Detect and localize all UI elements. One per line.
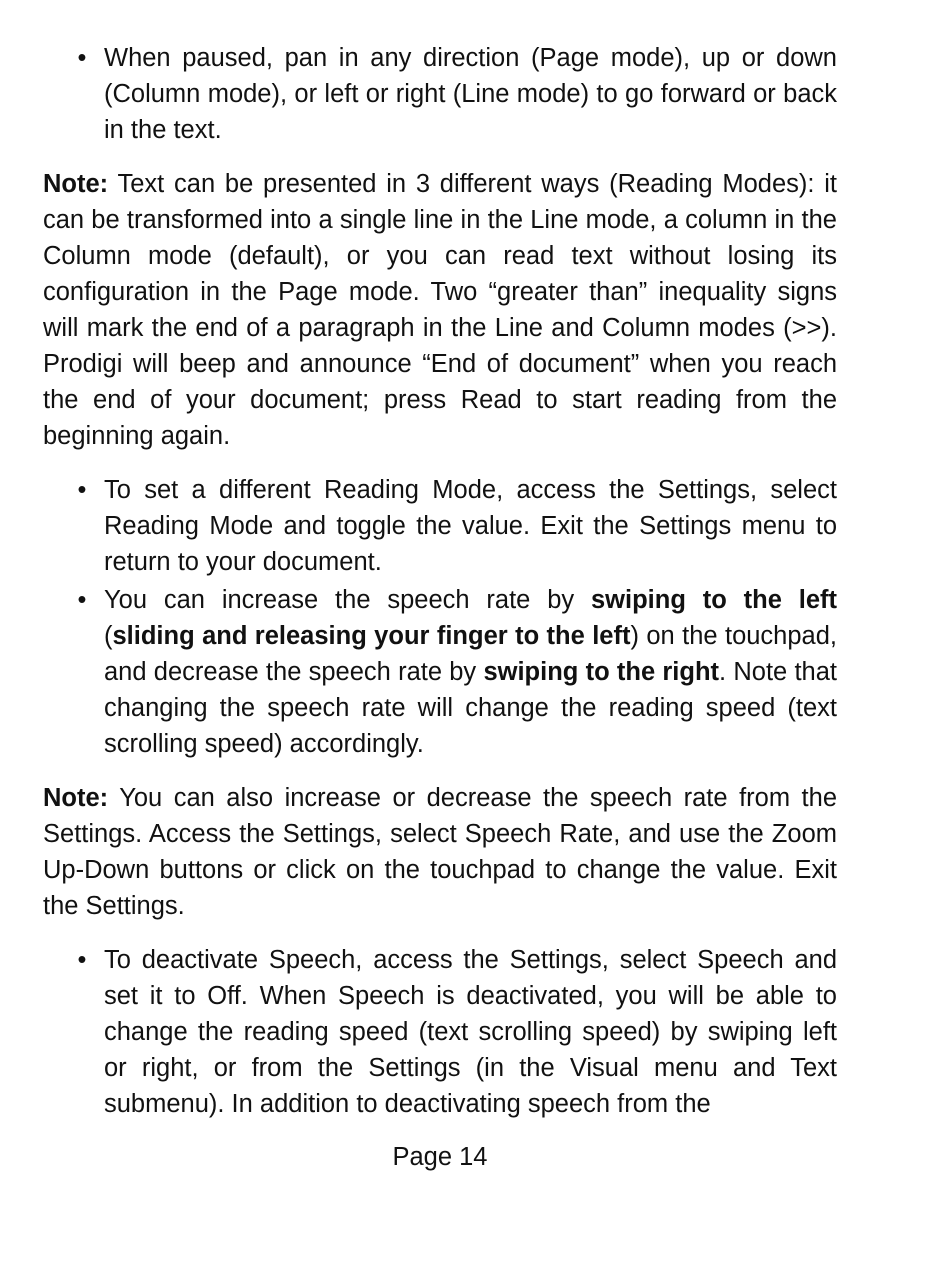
bullet-icon: • [77, 476, 87, 504]
bullet-list [43, 40, 837, 148]
list-item [43, 40, 837, 148]
text-run: Text can be presented in 3 different ways (Reading Modes): it can be transformed into a single line in the Line mode, a column in the Column mode (default), or you can read text without losing its configuration in the Page mode. Two “greater than” inequality signs will mark the end of a paragraph in the Line and Column modes (>>). Prodigi will beep and announce “End of document” when you reach the end of your document; press Read to start reading from the beginning again. [43, 170, 837, 450]
bullet-list [43, 942, 837, 1122]
page-number: Page 14 [392, 1143, 488, 1171]
bullet-icon: • [77, 44, 87, 72]
bold-text: swiping to the right [483, 658, 720, 686]
paragraph [43, 166, 837, 454]
text-run: ( [104, 622, 113, 650]
bullet-icon: • [77, 946, 87, 974]
list-item [43, 472, 837, 580]
bold-text: Note: [43, 784, 109, 812]
bold-text: swiping to the left [590, 586, 837, 614]
text-run: When paused, pan in any direction (Page mode), up or down (Column mode), or left or right (Line mode) to go forward or back in the text. [104, 44, 837, 144]
document-body [43, 40, 837, 1140]
text-run: To set a different Reading Mode, access the Settings, select Reading Mode and toggle the value. Exit the Settings menu to return to your document. [104, 476, 837, 576]
paragraph [43, 780, 837, 924]
text-run: You can increase the speech rate by [104, 586, 591, 614]
bold-text: Note: [43, 170, 109, 198]
bullet-list [43, 472, 837, 762]
bold-text: sliding and releasing your finger to the left [112, 622, 631, 650]
text-run: ) on the touchpad, and decrease the speech rate by [104, 622, 837, 686]
text-run: You can also increase or decrease the speech rate from the Settings. Access the Settings, select Speech Rate, and use the Zoom Up-Down buttons or click on the touchpad to change the value. Exit the Settings. [43, 784, 837, 920]
text-run: To deactivate Speech, access the Settings, select Speech and set it to Off. When Speech is deactivated, you will be able to change the reading speed (text scrolling speed) by swiping left or right, or from the Settings (in the Visual menu and Text submenu). In addition to deactivating speech from the [104, 946, 837, 1118]
text-run: . Note that changing the speech rate will change the reading speed (text scrolling speed) accordingly. [104, 658, 838, 758]
list-item [43, 942, 837, 1122]
bullet-icon: • [77, 586, 87, 614]
list-item [43, 582, 837, 762]
